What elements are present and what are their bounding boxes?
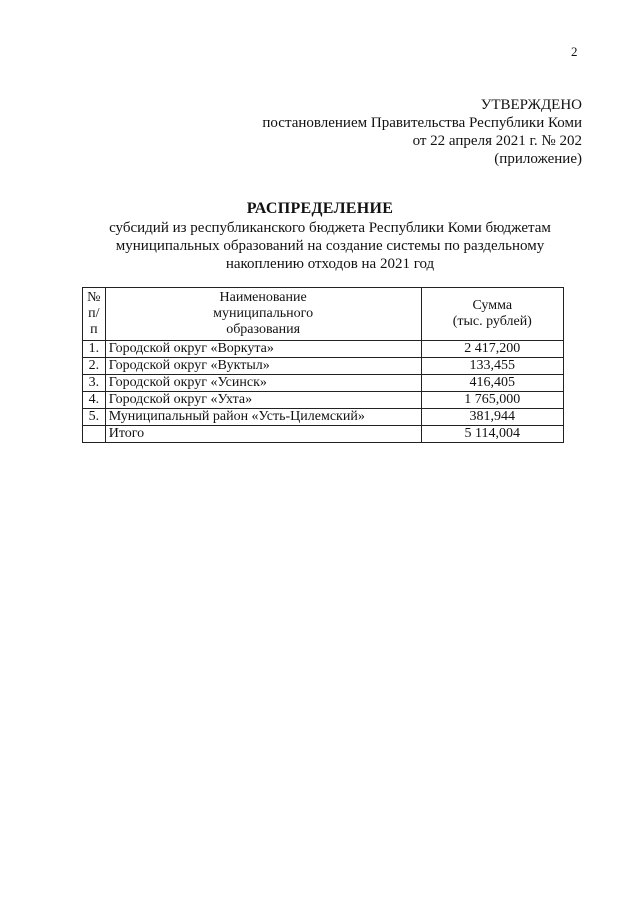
- table-row: [83, 341, 564, 358]
- row-sum: 133,455: [421, 358, 563, 375]
- total-sum: 5 114,004: [421, 426, 563, 443]
- header-name: [105, 288, 421, 341]
- subtitle-line-2: муниципальных образований на создание системы по раздельному: [115, 238, 545, 254]
- row-number: 5.: [83, 409, 106, 426]
- document-title: РАСПРЕДЕЛЕНИЕ: [246, 200, 394, 217]
- distribution-table: [82, 287, 564, 443]
- table-row: [83, 409, 564, 426]
- header-sum-line-2: (тыс. рублей): [452, 314, 532, 329]
- approval-decree: постановлением Правительства Республики Коми: [262, 115, 582, 131]
- table-row: [83, 392, 564, 409]
- table-row: [83, 358, 564, 375]
- header-name-line-2: муниципального: [213, 306, 314, 321]
- subtitle-line-3: накоплению отходов на 2021 год: [225, 256, 435, 272]
- page-number: 2: [571, 44, 578, 59]
- header-sum: [421, 288, 563, 341]
- approval-heading: УТВЕРЖДЕНО: [480, 97, 582, 113]
- header-number: [83, 288, 106, 341]
- approval-stamp: [222, 96, 582, 168]
- row-sum: 381,944: [421, 409, 563, 426]
- total-label: Итого: [105, 426, 421, 443]
- approval-date: от 22 апреля 2021 г. № 202: [412, 133, 582, 149]
- row-municipality: Городской округ «Ухта»: [105, 392, 421, 409]
- row-municipality: Муниципальный район «Усть-Цилемский»: [105, 409, 421, 426]
- header-name-line-3: образования: [226, 322, 301, 337]
- header-number-symbol: №: [87, 290, 101, 305]
- table-total-row: [83, 426, 564, 443]
- row-municipality: Городской округ «Вуктыл»: [105, 358, 421, 375]
- row-sum: 416,405: [421, 375, 563, 392]
- approval-appendix: (приложение): [494, 151, 582, 167]
- row-number: 2.: [83, 358, 106, 375]
- row-sum: 1 765,000: [421, 392, 563, 409]
- row-number: 1.: [83, 341, 106, 358]
- row-municipality: Городской округ «Усинск»: [105, 375, 421, 392]
- header-sum-line-1: Сумма: [472, 298, 513, 313]
- row-number: 3.: [83, 375, 106, 392]
- row-number: 4.: [83, 392, 106, 409]
- table-header-row: [83, 288, 564, 341]
- total-number: [83, 426, 106, 443]
- row-sum: 2 417,200: [421, 341, 563, 358]
- table-row: [83, 375, 564, 392]
- row-municipality: Городской округ «Воркута»: [105, 341, 421, 358]
- document-subtitle: [70, 219, 590, 273]
- header-name-line-1: Наименование: [219, 290, 307, 305]
- subtitle-line-1: субсидий из республиканского бюджета Республики Коми бюджетам: [109, 220, 551, 236]
- header-number-abbr: п/п: [88, 306, 100, 337]
